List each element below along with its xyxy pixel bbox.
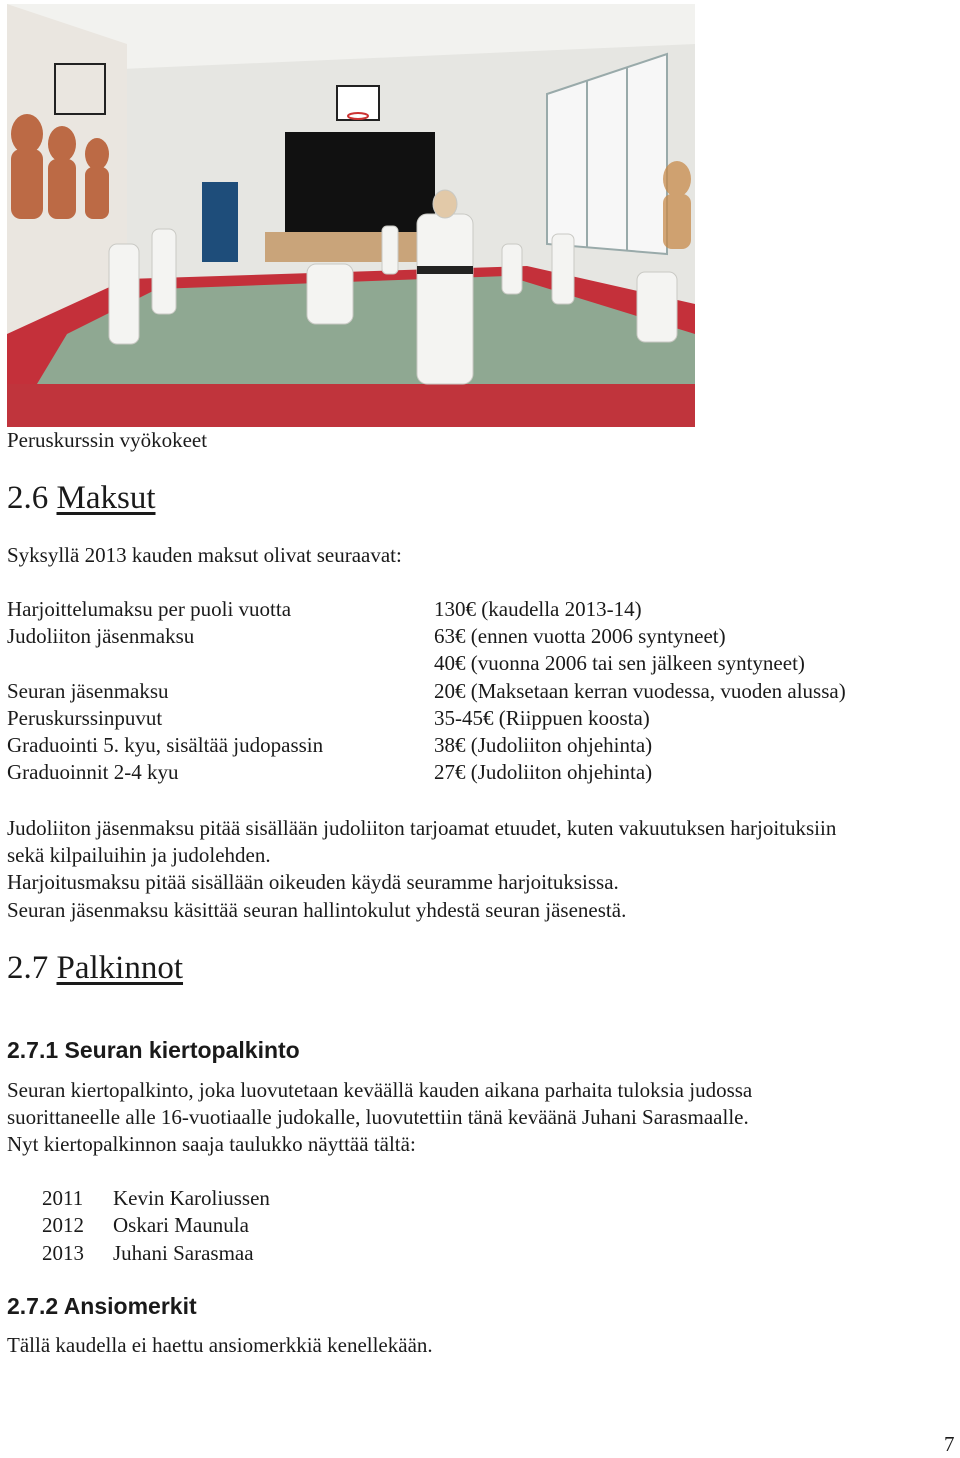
section-number: 2.6 [7,480,49,516]
photo-caption: Peruskurssin vyökokeet [7,428,208,452]
fee-value: 27€ (Judoliiton ohjehinta) [434,760,653,784]
note-line: Harjoitusmaksu pitää sisällään oikeuden käydä seuramme harjoituksissa. [7,870,619,894]
paragraph-line: Seuran kiertopalkinto, joka luovutetaan keväällä kauden aikana parhaita tuloksia judossa [7,1078,753,1102]
winner-year: 2011 [42,1186,84,1210]
note-line: Seuran jäsenmaksu käsittää seuran hallintokulut yhdestä seuran jäsenestä. [7,898,627,922]
paragraph-line: Nyt kiertopalkinnon saaja taulukko näyttää tältä: [7,1132,416,1156]
section-heading-palkinnot [7,948,183,988]
subsection-heading-ansiomerkit: 2.7.2 Ansiomerkit [7,1293,197,1319]
judo-class-photo [7,4,695,427]
winner-name: Kevin Karoliussen [113,1186,270,1210]
winner-year: 2012 [42,1213,84,1237]
paragraph-line: suorittaneelle alle 16-vuotiaalle judokalle, luovutettiin tänä keväänä Juhani Sarasmaalle. [7,1105,749,1129]
section-heading-maksut [7,478,156,518]
fee-label: Seuran jäsenmaksu [7,679,169,703]
fee-label: Graduoinnit 2-4 kyu [7,760,179,784]
fee-value: 20€ (Maksetaan kerran vuodessa, vuoden alussa) [434,679,846,703]
page-number: 7 [944,1432,955,1456]
fee-label: Harjoittelumaksu per puoli vuotta [7,597,292,621]
fee-label: Graduointi 5. kyu, sisältää judopassin [7,733,324,757]
section-title: Maksut [56,480,156,516]
fee-value: 63€ (ennen vuotta 2006 syntyneet) [434,624,726,648]
fee-value: 40€ (vuonna 2006 tai sen jälkeen syntyneet) [434,651,805,675]
fee-label: Peruskurssinpuvut [7,706,163,730]
subsection-heading-kiertopalkinto: 2.7.1 Seuran kiertopalkinto [7,1037,300,1063]
winner-year: 2013 [42,1241,84,1265]
fees-intro: Syksyllä 2013 kauden maksut olivat seuraavat: [7,543,402,567]
winner-name: Juhani Sarasmaa [113,1241,254,1265]
judo-class-photo-drawing [7,4,695,427]
fee-label: Judoliiton jäsenmaksu [7,624,195,648]
fee-value: 35-45€ (Riippuen koosta) [434,706,650,730]
section-title: Palkinnot [56,950,184,986]
section-number: 2.7 [7,950,49,986]
note-line: sekä kilpailuihin ja judolehden. [7,843,271,867]
winner-name: Oskari Maunula [113,1213,249,1237]
note-line: Judoliiton jäsenmaksu pitää sisällään judoliiton tarjoamat etuudet, kuten vakuutuksen harjoituksiin [7,816,837,840]
fee-value: 38€ (Judoliiton ohjehinta) [434,733,653,757]
ansiomerkit-text: Tällä kaudella ei haettu ansiomerkkiä kenellekään. [7,1333,433,1357]
fee-value: 130€ (kaudella 2013-14) [434,597,642,621]
